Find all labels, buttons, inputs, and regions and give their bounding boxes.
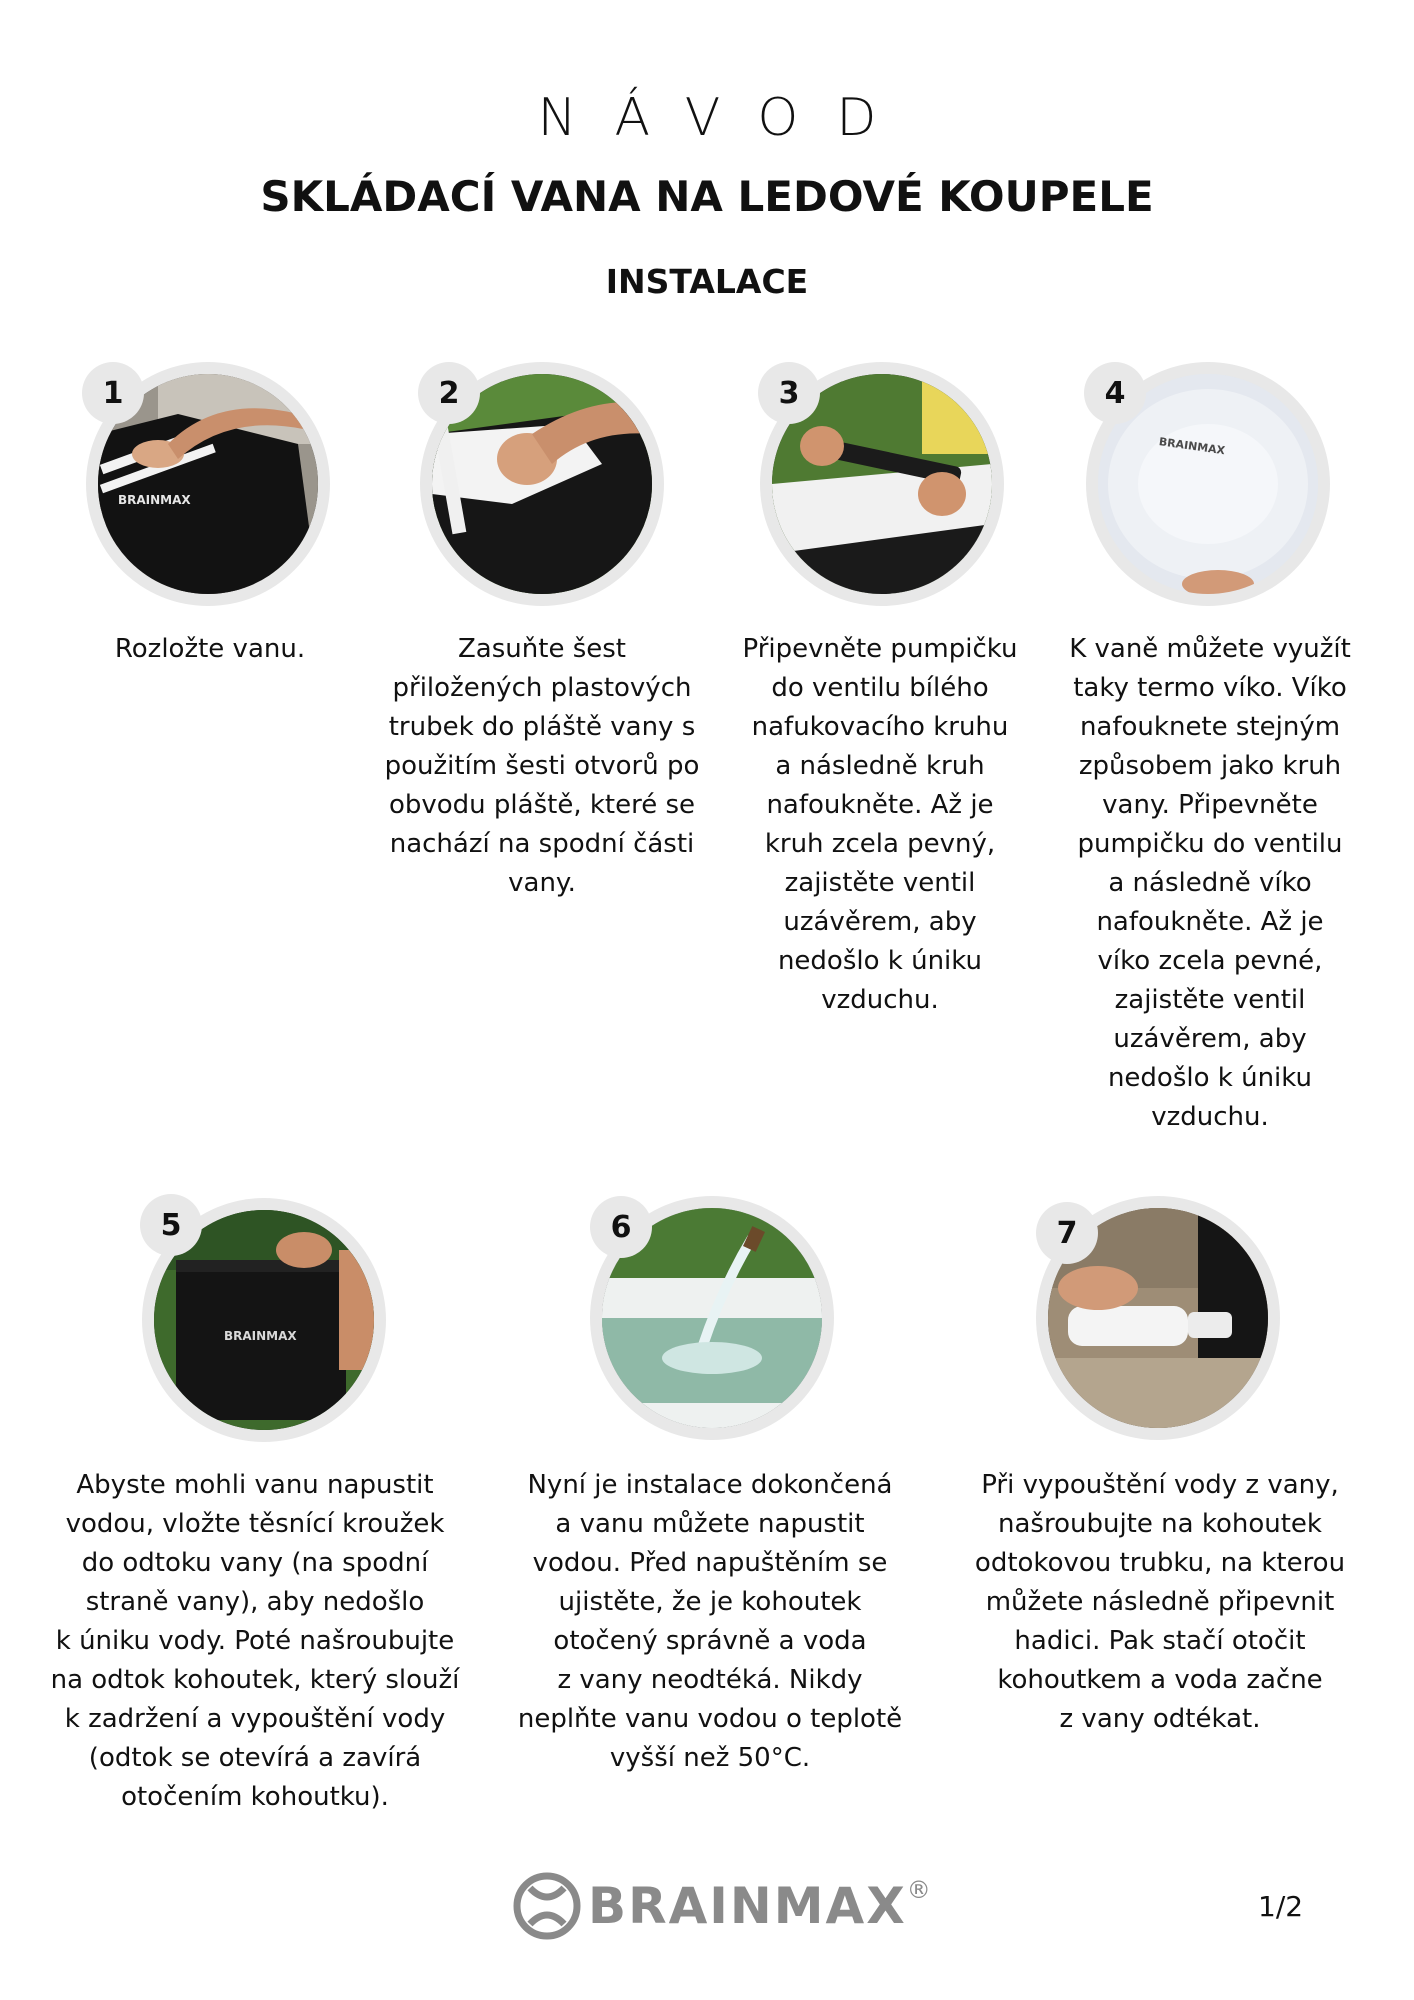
step-6-badge: 6 <box>590 1196 652 1258</box>
step-7-text: Při vypouštění vody z vany, našroubujte na kohoutek odtokovou trubku, na kterou můžete následně připevnit hadici. Pak stačí otočit kohoutkem a voda začne z vany odtékat. <box>974 1470 1346 1734</box>
document-title: NÁVOD <box>537 88 915 148</box>
brainmax-logo <box>512 1866 931 1946</box>
section-title: INSTALACE <box>605 262 809 301</box>
step-3-text: Připevněte pumpičku do ventilu bílého nafukovacího kruhu a následně kruh nafoukněte. Až je kruh zcela pevný, zajistěte ventil uzávěrem, aby nedošlo k úniku vzduchu. <box>742 634 1018 1015</box>
step-1-text: Rozložte vanu. <box>114 634 306 664</box>
step-5-photo-brand: BRAINMAX <box>224 1329 297 1343</box>
step-3-badge: 3 <box>758 362 820 424</box>
step-2-text: Zasuňte šest přiložených plastových trubek do pláště vany s použitím šesti otvorů po obvodu pláště, které se nachází na spodní části vany. <box>384 634 700 898</box>
step-6-text: Nyní je instalace dokončená a vanu můžete napustit vodou. Před napuštěním se ujistěte, že je kohoutek otočený správně a voda z vany neodtéká. Nikdy neplňte vanu vodou o teplotě vyšší než 50°C. <box>517 1470 903 1773</box>
step-2-badge: 2 <box>418 362 480 424</box>
step-1-badge: 1 <box>82 362 144 424</box>
step-5-text: Abyste mohli vanu napustit vodou, vložte těsnící kroužek do odtoku vany (na spodní straně vany), aby nedošlo k úniku vody. Poté našroubujte na odtok kohoutek, který slouží k zadržení a vypouštění vody (odtok se otevírá a zavírá otočením kohoutku). <box>50 1470 460 1812</box>
brainmax-logo-text: BRAINMAX <box>588 1877 907 1935</box>
step-4-text: K vaně můžete využít taky termo víko. Víko nafouknete stejným způsobem jako kruh vany. Připevněte pumpičku do ventilu a následně víko nafoukněte. Až je víko zcela pevné, zajistěte ventil uzávěrem, aby nedošlo k úniku vzduchu. <box>1069 634 1351 1132</box>
step-1-photo-brand: BRAINMAX <box>118 493 191 507</box>
step-5-badge: 5 <box>140 1194 202 1256</box>
product-title: SKLÁDACÍ VANA NA LEDOVÉ KOUPELE <box>260 172 1154 221</box>
registered-mark: ® <box>906 1876 931 1904</box>
step-4-photo-brand: BRAINMAX <box>1158 435 1226 458</box>
brainmax-logo-icon <box>512 1868 582 1944</box>
step-7-badge: 7 <box>1036 1202 1098 1264</box>
step-4-badge: 4 <box>1084 362 1146 424</box>
page-number: 1/2 <box>1258 1890 1304 1923</box>
